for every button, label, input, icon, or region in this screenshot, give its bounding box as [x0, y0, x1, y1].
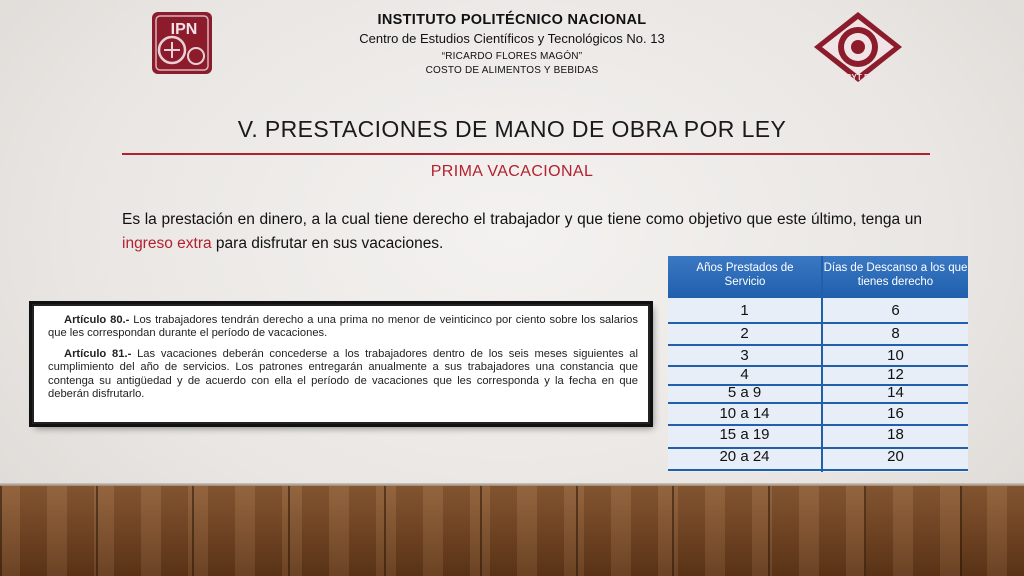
ipn-logo-text: IPN	[170, 21, 198, 38]
vacation-days-table	[668, 256, 968, 472]
table-row	[668, 403, 968, 424]
days-cell: 6	[891, 302, 900, 319]
years-cell: 5 a 9	[727, 384, 762, 401]
slide-subtitle: PRIMA VACACIONAL	[430, 163, 594, 180]
row-divider	[668, 469, 968, 471]
paragraph-text-start: Es la prestación en dinero, a la cual tiene derecho el trabajador y que tiene como objetivo que este último, tenga un	[122, 211, 922, 228]
days-cell: 10	[887, 347, 904, 364]
days-cell: 8	[891, 325, 900, 342]
table-row	[668, 382, 968, 403]
article-80	[48, 314, 638, 341]
course-name: COSTO DE ALIMENTOS Y BEBIDAS	[425, 65, 599, 76]
years-cell: 3	[740, 347, 749, 364]
column-divider	[821, 256, 823, 472]
article-text: Los trabajadores tendrán derecho a una prima no menor de veinticinco por ciento sobre los salarios que les correspondan durante el período de vacaciones.	[48, 314, 638, 340]
definition-paragraph	[122, 208, 922, 256]
slide-title: V. PRESTACIONES DE MANO DE OBRA POR LEY	[237, 116, 787, 142]
years-cell: 4	[740, 366, 749, 383]
table-row	[668, 446, 968, 467]
article-text: Las vacaciones deberán concederse a los trabajadores dentro de los seis meses siguientes al cumplimiento del año de servicios. Los patrones entregarán anualmente a sus trabajadores una constancia que contenga su antigüedad y de acuerdo con ella el período de vacaciones que les corresponda y la fecha en que deberán disfrutarlo.	[48, 347, 639, 401]
institute-name: INSTITUTO POLITÉCNICO NACIONAL	[377, 12, 647, 28]
cecyt-logo-text: CECYT RFM	[834, 73, 882, 82]
years-cell: 1	[740, 302, 749, 319]
table-row	[668, 424, 968, 445]
table-row	[668, 300, 968, 321]
article-81	[48, 348, 638, 402]
article-label: Artículo 80.-	[64, 314, 130, 326]
table-row	[668, 345, 968, 366]
years-cell: 20 a 24	[719, 448, 770, 465]
header-years: Años Prestados de Servicio	[696, 262, 794, 288]
years-cell: 15 a 19	[719, 426, 770, 443]
title-divider	[122, 153, 930, 155]
table-body	[668, 298, 968, 472]
years-cell: 2	[740, 325, 749, 342]
table-row	[668, 323, 968, 344]
law-articles-box	[32, 304, 650, 424]
wood-floor	[0, 486, 1024, 576]
cecyt-logo	[812, 10, 904, 84]
centro-name: Centro de Estudios Científicos y Tecnológicos No. 13	[359, 31, 665, 46]
header-days: Días de Descanso a los que tienes derecho	[823, 262, 968, 288]
school-name: “RICARDO FLORES MAGÓN”	[441, 51, 583, 62]
table-header	[668, 256, 968, 298]
days-cell: 16	[887, 405, 904, 422]
days-cell: 14	[887, 384, 904, 401]
paragraph-highlight: ingreso extra	[122, 235, 212, 252]
days-cell: 20	[887, 448, 904, 465]
days-cell: 18	[887, 426, 904, 443]
article-label: Artículo 81.-	[64, 347, 132, 360]
ipn-logo	[150, 10, 214, 76]
years-cell: 10 a 14	[719, 405, 770, 422]
days-cell: 12	[887, 366, 904, 383]
paragraph-text-end: para disfrutar en sus vacaciones.	[211, 235, 444, 252]
